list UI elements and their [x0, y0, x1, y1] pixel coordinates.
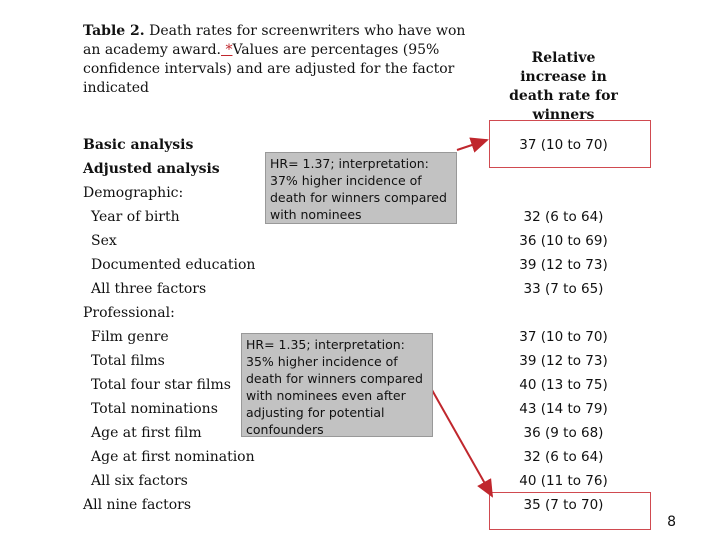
row-value-sex: 36 (10 to 69) — [519, 233, 608, 249]
row-value-age-first-film: 36 (9 to 68) — [523, 425, 604, 441]
row-value-total-films: 39 (12 to 73) — [519, 353, 608, 369]
row-label-sex: Sex — [91, 233, 117, 249]
row-label-all-six: All six factors — [91, 473, 188, 489]
row-value-all-three: 33 (7 to 65) — [523, 281, 604, 297]
row-value-four-star-films: 40 (13 to 75) — [519, 377, 608, 393]
row-value-film-genre: 37 (10 to 70) — [519, 329, 608, 345]
column-header: Relative increase in death rate for winners — [509, 50, 618, 123]
caption-label: Table 2. — [83, 23, 145, 39]
caption-text: Death rates for screenwriters who have won an academy award. — [83, 23, 466, 58]
arrow-to-basic — [457, 140, 487, 150]
callout-adjusted: HR= 1.35; interpretation: 35% higher incidence of death for winners compared with nominees even after adjusting for potential confounders — [241, 333, 433, 437]
row-label-total-films: Total films — [91, 353, 165, 369]
row-label-education: Documented education — [91, 257, 256, 273]
row-label-total-nominations: Total nominations — [91, 401, 218, 417]
row-label-all-nine: All nine factors — [83, 497, 192, 513]
arrow-to-all-nine — [432, 390, 492, 496]
row-value-age-first-nomination: 32 (6 to 64) — [523, 449, 604, 465]
callout-basic: HR= 1.37; interpretation: 37% higher incidence of death for winners compared with nominees — [265, 152, 457, 224]
row-value-basic: 37 (10 to 70) — [519, 137, 608, 153]
row-label-age-first-film: Age at first film — [91, 425, 202, 441]
row-label-year-of-birth: Year of birth — [91, 209, 180, 225]
row-label-all-three: All three factors — [91, 281, 207, 297]
row-label-demographic: Demographic: — [83, 185, 184, 201]
footnote-link[interactable]: * — [221, 42, 233, 58]
row-value-all-six: 40 (11 to 76) — [519, 473, 608, 489]
row-label-adjusted: Adjusted analysis — [83, 161, 220, 177]
row-label-age-first-nomination: Age at first nomination — [91, 449, 255, 465]
page-number: 8 — [667, 514, 676, 530]
row-label-film-genre: Film genre — [91, 329, 169, 345]
row-value-year-of-birth: 32 (6 to 64) — [523, 209, 604, 225]
row-value-total-nominations: 43 (14 to 79) — [519, 401, 608, 417]
row-value-education: 39 (12 to 73) — [519, 257, 608, 273]
caption-text-continued: Values are percentages (95% confidence intervals) and are adjusted for the factor indicated — [83, 42, 455, 96]
row-label-professional: Professional: — [83, 305, 175, 321]
row-label-four-star-films: Total four star films — [91, 377, 231, 393]
row-label-basic: Basic analysis — [83, 137, 194, 153]
row-value-all-nine: 35 (7 to 70) — [523, 497, 604, 513]
